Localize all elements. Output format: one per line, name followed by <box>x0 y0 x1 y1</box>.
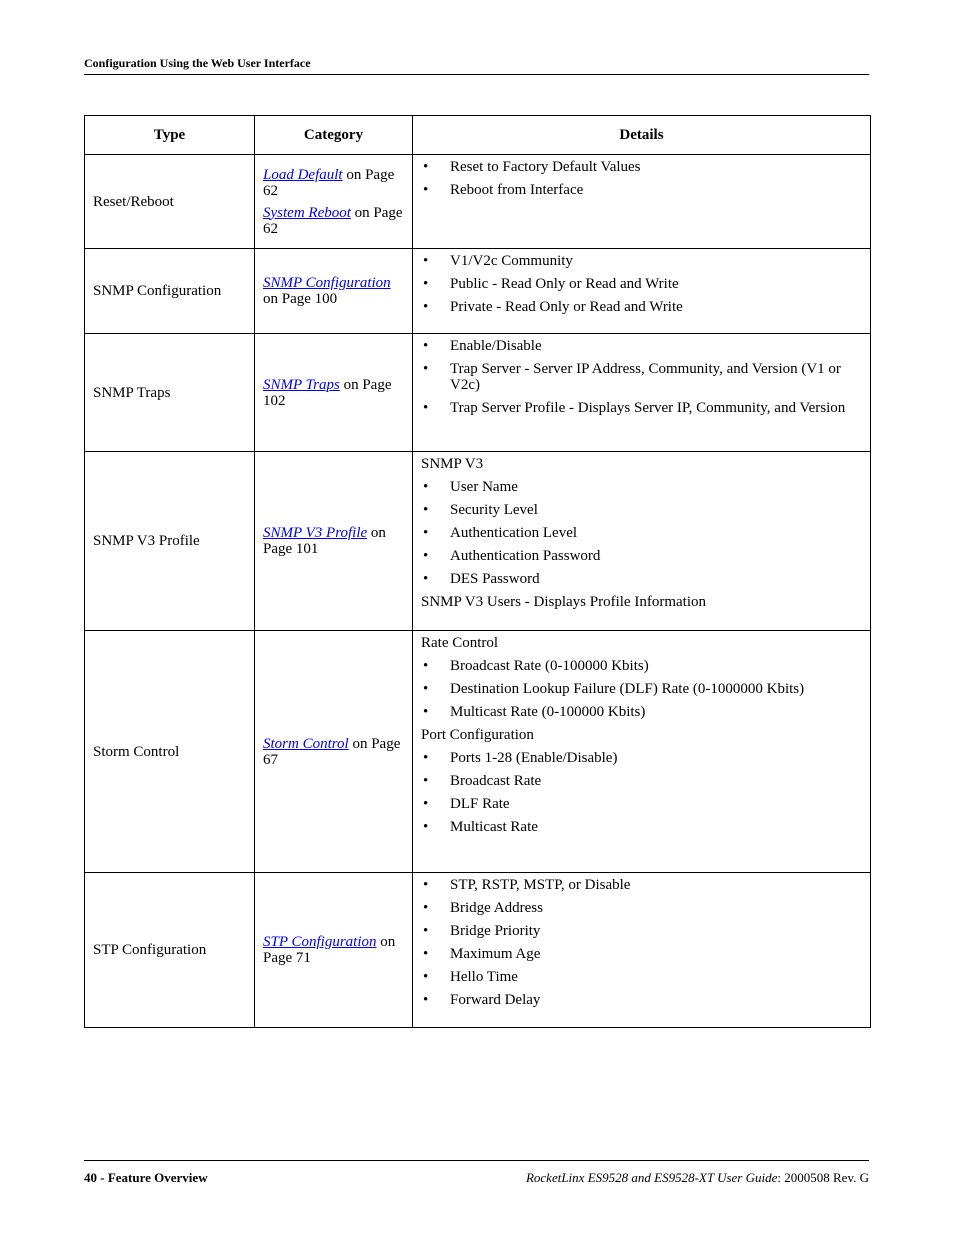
list-item: • Authentication Level <box>421 525 862 541</box>
category-page-ref: on Page 67 <box>263 735 401 768</box>
details-subheading: SNMP V3 <box>421 456 484 472</box>
list-item: • Destination Lookup Failure (DLF) Rate (0-1000000 Kbits) <box>421 681 862 697</box>
details-cell <box>413 249 871 334</box>
details-cell <box>413 631 871 873</box>
category-reference <box>263 167 404 199</box>
list-item: • Trap Server Profile - Displays Server IP, Community, and Version <box>421 400 862 416</box>
details-bullet-list <box>421 479 862 587</box>
table-row <box>85 452 871 631</box>
footer-page-label: 40 - Feature Overview <box>84 1170 208 1185</box>
details-bullet-list <box>421 877 862 1008</box>
list-item: • Enable/Disable <box>421 338 862 354</box>
list-item: • Broadcast Rate (0-100000 Kbits) <box>421 658 862 674</box>
table-row <box>85 334 871 452</box>
category-page-ref: on Page 100 <box>263 291 338 307</box>
list-item: • Reboot from Interface <box>421 182 862 198</box>
category-link[interactable]: SNMP V3 Profile <box>263 525 368 541</box>
column-header-type: Type <box>85 116 255 155</box>
category-cell <box>255 249 413 334</box>
category-page-ref: on Page 101 <box>263 525 386 557</box>
category-reference <box>263 205 404 237</box>
type-cell: STP Configuration <box>85 873 255 1028</box>
table-row <box>85 631 871 873</box>
details-bullet-list <box>421 750 862 835</box>
details-bullet-list <box>421 253 862 315</box>
category-cell <box>255 452 413 631</box>
footer-doc-number: : 2000508 Rev. G <box>777 1170 869 1185</box>
table-body <box>85 155 871 1028</box>
category-reference <box>263 525 404 557</box>
list-item: • Forward Delay <box>421 992 862 1008</box>
type-cell: Reset/Reboot <box>85 155 255 249</box>
column-header-details: Details <box>413 116 871 155</box>
category-reference <box>263 736 404 768</box>
category-link[interactable]: System Reboot <box>263 204 351 221</box>
list-item: • Multicast Rate <box>421 819 862 835</box>
footer-doc-title <box>526 1170 869 1186</box>
list-item: • Hello Time <box>421 969 862 985</box>
type-cell: SNMP Traps <box>85 334 255 452</box>
details-bullet-list <box>421 338 862 416</box>
details-cell <box>413 452 871 631</box>
footer-guide-name: RocketLinx ES9528 and ES9528-XT User Guide <box>525 1170 778 1185</box>
page-footer <box>84 1160 869 1186</box>
type-cell: SNMP Configuration <box>85 249 255 334</box>
category-link[interactable]: Storm Control <box>263 735 349 752</box>
list-item: • Public - Read Only or Read and Write <box>421 276 862 292</box>
list-item: • V1/V2c Community <box>421 253 862 269</box>
feature-table <box>84 115 871 1028</box>
category-link[interactable]: STP Configuration <box>263 934 377 950</box>
list-item: • Multicast Rate (0-100000 Kbits) <box>421 704 862 720</box>
list-item: • Authentication Password <box>421 548 862 564</box>
table-row <box>85 873 871 1028</box>
category-page-ref: on Page 71 <box>263 934 396 966</box>
details-bullet-list <box>421 159 862 198</box>
category-reference <box>263 934 404 966</box>
list-item: • Bridge Address <box>421 900 862 916</box>
table-row <box>85 249 871 334</box>
details-cell <box>413 155 871 249</box>
category-page-ref: on Page 102 <box>263 376 392 409</box>
list-item: • Private - Read Only or Read and Write <box>421 299 862 315</box>
list-item: • Ports 1-28 (Enable/Disable) <box>421 750 862 766</box>
category-page-ref: on Page 62 <box>263 204 403 237</box>
type-cell: SNMP V3 Profile <box>85 452 255 631</box>
category-cell <box>255 334 413 452</box>
category-cell <box>255 155 413 249</box>
list-item: • Bridge Priority <box>421 923 862 939</box>
list-item: • Broadcast Rate <box>421 773 862 789</box>
list-item: • Maximum Age <box>421 946 862 962</box>
list-item: • Trap Server - Server IP Address, Community, and Version (V1 or V2c) <box>421 361 862 393</box>
table-header-row <box>85 116 871 155</box>
list-item: • Security Level <box>421 502 862 518</box>
column-header-category: Category <box>255 116 413 155</box>
details-subheading: SNMP V3 Users - Displays Profile Information <box>421 594 706 610</box>
details-cell <box>413 873 871 1028</box>
category-cell <box>255 631 413 873</box>
category-reference <box>263 377 404 409</box>
details-subheading: Port Configuration <box>421 727 534 743</box>
table-row <box>85 155 871 249</box>
list-item: • Reset to Factory Default Values <box>421 159 862 175</box>
category-reference <box>263 275 404 307</box>
details-bullet-list <box>421 658 862 720</box>
list-item: • DES Password <box>421 571 862 587</box>
type-cell: Storm Control <box>85 631 255 873</box>
running-header: Configuration Using the Web User Interface <box>84 56 869 75</box>
category-page-ref: on Page 62 <box>263 166 395 199</box>
list-item: • User Name <box>421 479 862 495</box>
category-link[interactable]: SNMP Configuration <box>263 275 391 291</box>
details-cell <box>413 334 871 452</box>
category-cell <box>255 873 413 1028</box>
details-subheading: Rate Control <box>421 635 499 651</box>
list-item: • STP, RSTP, MSTP, or Disable <box>421 877 862 893</box>
category-link[interactable]: SNMP Traps <box>263 376 340 393</box>
category-link[interactable]: Load Default <box>263 166 343 183</box>
list-item: • DLF Rate <box>421 796 862 812</box>
